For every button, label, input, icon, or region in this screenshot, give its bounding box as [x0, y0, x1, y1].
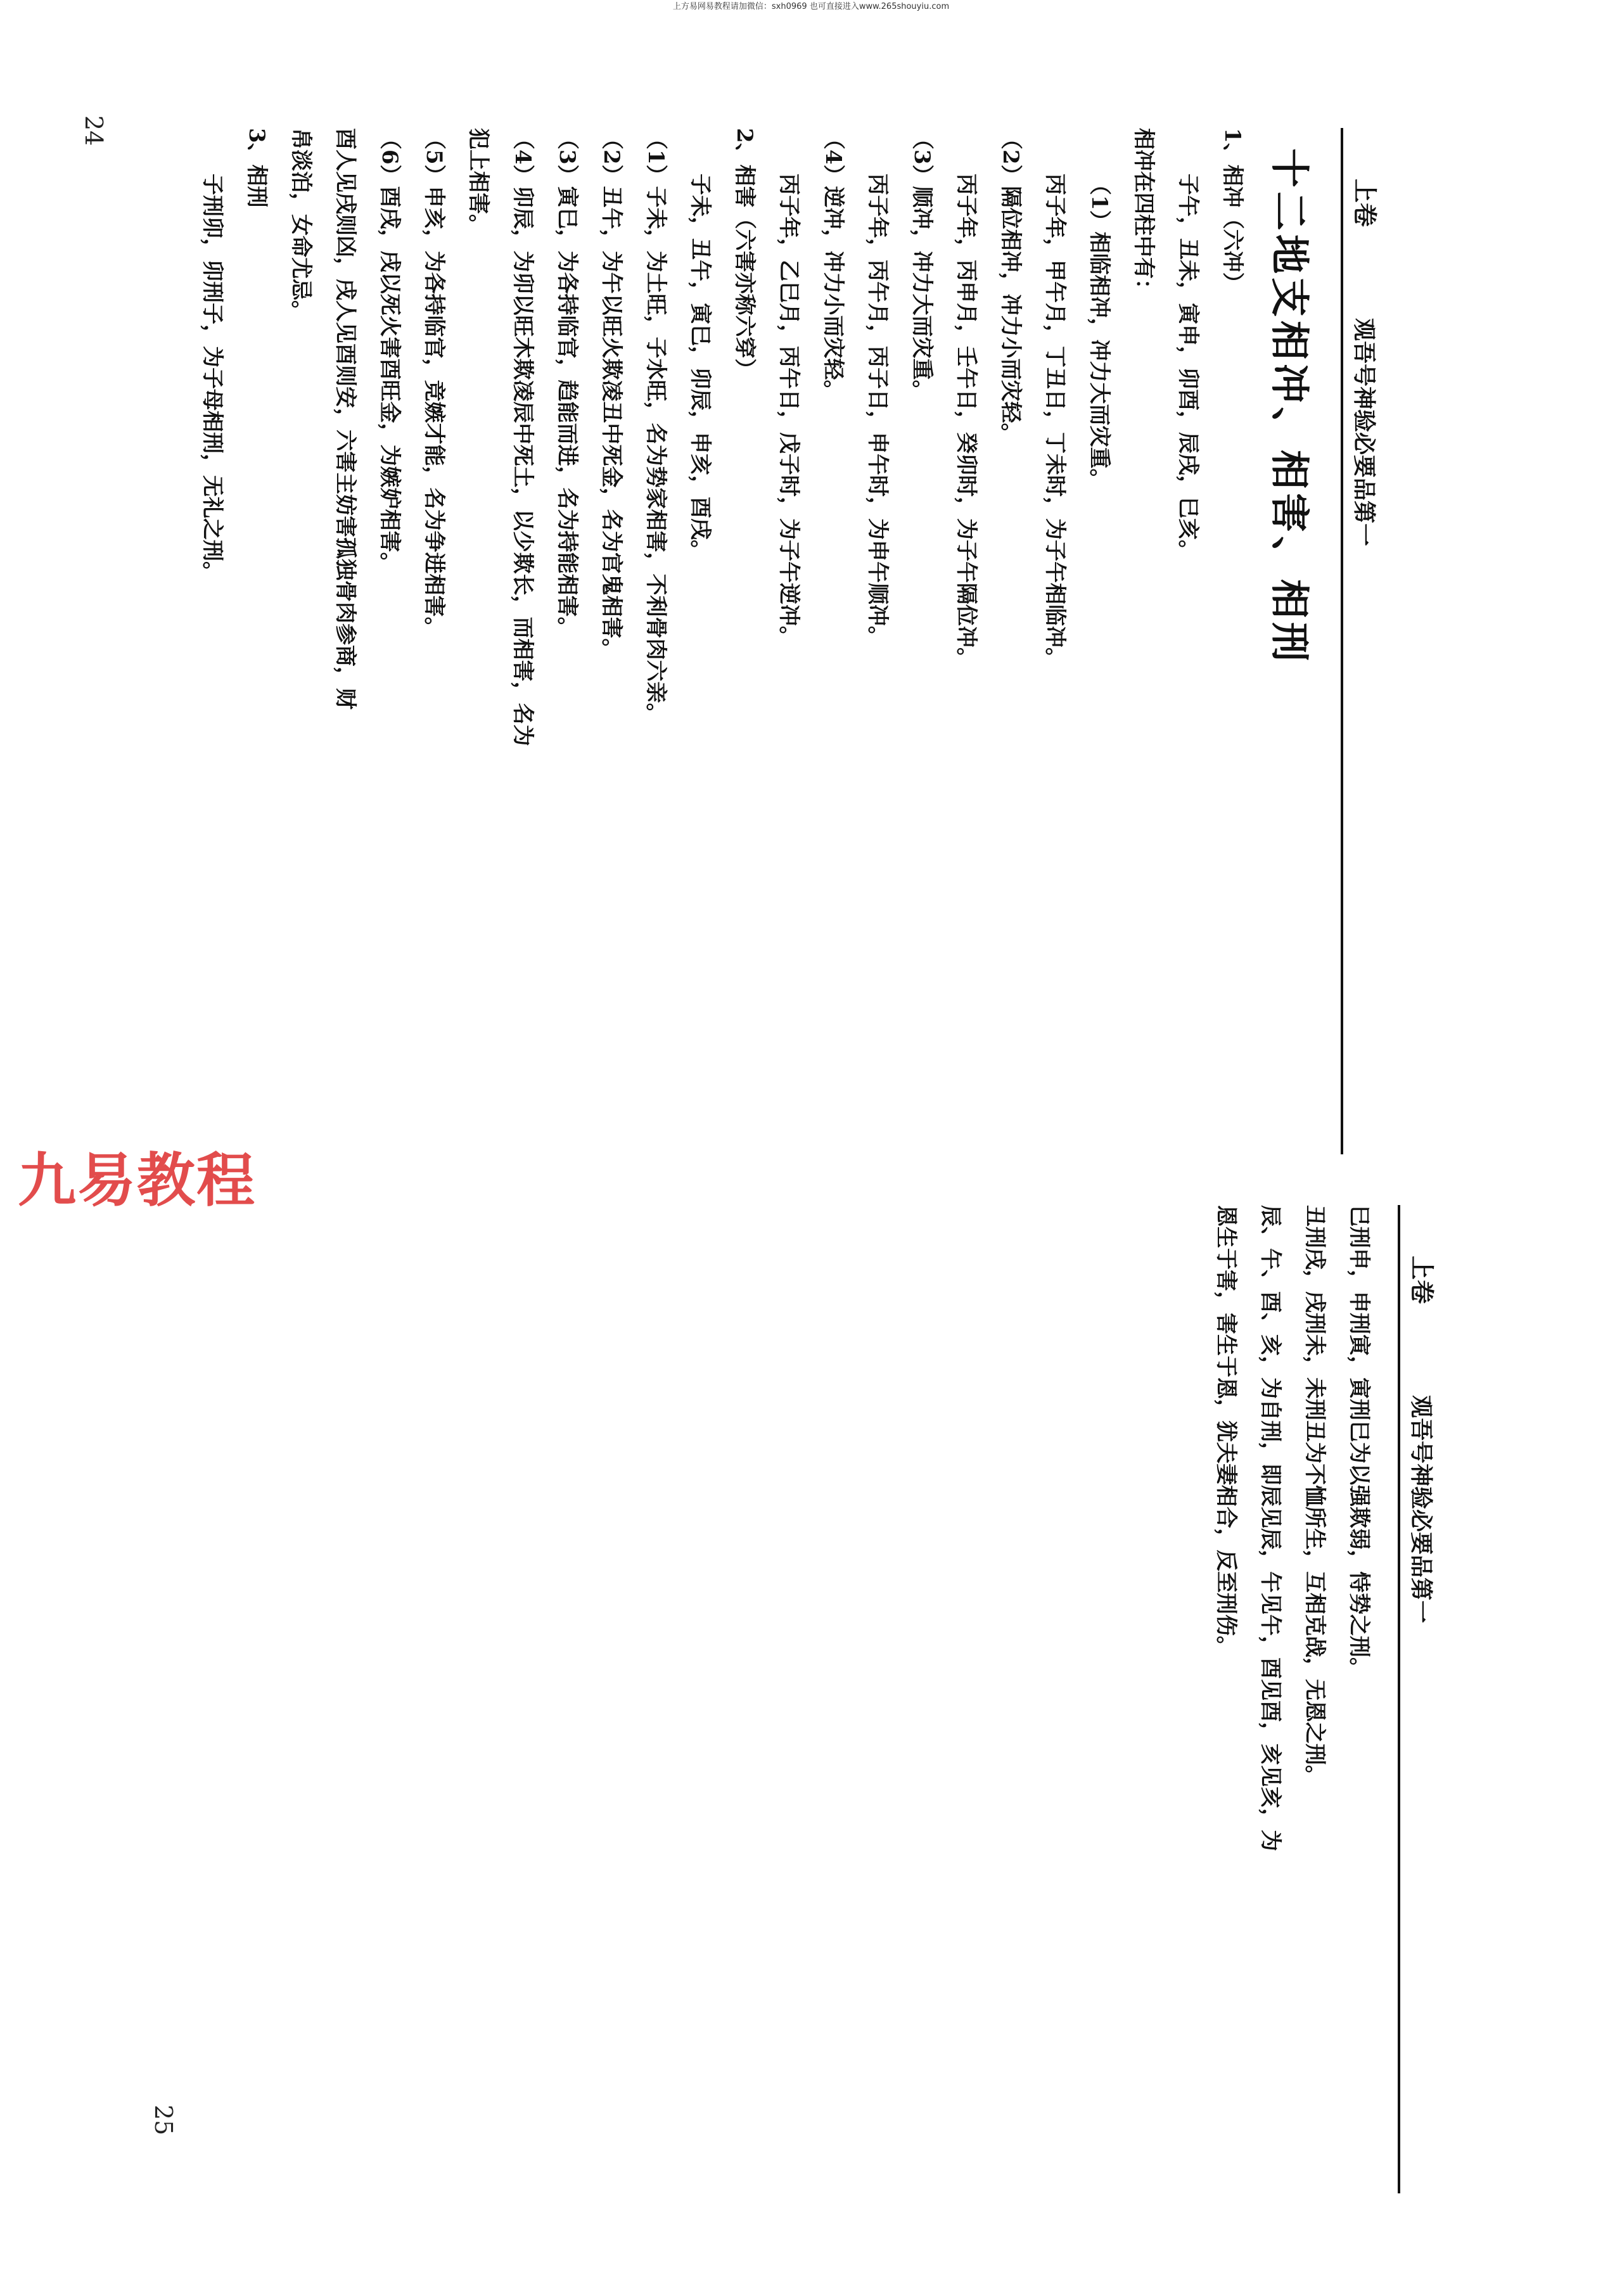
text-line: 犯上相害。	[466, 128, 491, 236]
text-line: 巳刑申，申刑寅，寅刑巳为以强欺弱，恃势之刑。	[1346, 1205, 1372, 1679]
header-section: 上卷	[1351, 179, 1379, 227]
text-line: 相冲在四柱中有：	[1131, 128, 1156, 300]
header-title: 观吾号神验必要品第一	[1408, 1395, 1434, 1624]
text-line: （1）相临相冲，冲力大而灾重。	[1087, 174, 1112, 490]
text-line: 1、相冲（六冲）	[1220, 128, 1245, 294]
text-line: 2、相害（六害亦称六穿）	[732, 128, 757, 380]
text-line: 丙子年，丙午月，丙子日，申午时，为申午顺冲。	[865, 174, 890, 647]
text-line: 3、相刑	[244, 128, 269, 208]
text-line: 子未，丑午，寅巳，卯辰，申亥，酉戌。	[687, 174, 713, 561]
page-body	[1204, 1205, 1381, 2193]
text-line: （5）申亥，为各持临官，竞嫉才能，名为争进相害。	[421, 128, 447, 639]
page-body	[190, 128, 1324, 1154]
text-line: 酉人见戌则凶，戌人见酉则安，六害主妨害孤独骨肉参商，财	[333, 128, 358, 710]
header-section: 上卷	[1408, 1256, 1436, 1304]
text-line: 恩生于害，害生于恩，犹夫妻相合，反至刑伤。	[1213, 1205, 1239, 1657]
page-left	[13, 115, 1394, 1154]
text-line: 丙子年，丙申月，壬午日，癸卯时，为子午隔位冲。	[954, 174, 979, 669]
text-line: 子午，丑未，寅申，卯酉，辰戌，巳亥。	[1175, 174, 1201, 561]
text-line: （6）酉戌，戌以死火害酉旺金，为嫉妒相害。	[377, 128, 402, 574]
top-banner: 上方易网易教程请加微信：sxh0969 也可直接进入www.265shouyiu.com	[672, 2, 950, 11]
page-right	[70, 1205, 1451, 2193]
text-line: 丙子年，乙巳月，丙午日，戊子时，为子午逆冲。	[776, 174, 801, 647]
text-line: 丙子年，甲午月，丁丑日，丁未时，为子午相临冲。	[1042, 174, 1068, 669]
page-header	[1341, 128, 1394, 1154]
text-line: （4）卯辰，为卯以旺木欺凌辰中死土，以少欺长，而相害，名为	[510, 128, 535, 746]
text-line: （2）丑午，为午以旺火欺凌丑中死金，名为官鬼相害。	[599, 128, 624, 660]
text-line: （3）顺冲，冲力大而灾重。	[909, 128, 935, 402]
text-line: 帛淡泊，女命尤忌。	[288, 128, 314, 322]
text-line: （2）隔位相冲，冲力小而灾轻。	[998, 128, 1023, 445]
page-number: 24	[80, 115, 108, 146]
text-line: （1）子未，为土旺，子水旺，名为势家相害，不利骨肉六亲。	[643, 128, 668, 725]
watermark-logo: 九易教程	[18, 1147, 257, 1215]
page-number: 25	[150, 2105, 177, 2136]
section-title: 十二地支相冲、相害、相刑	[1267, 148, 1313, 666]
text-line: 丑刑戌，戌刑未，未刑丑为不恤所生，互相克战，无恩之刑。	[1302, 1205, 1327, 1787]
text-line: （4）逆冲，冲力小而灾轻。	[821, 128, 846, 402]
text-line: 辰、午、酉、亥，为自刑，即辰见辰，午见午，酉见酉，亥见亥，为	[1258, 1205, 1283, 1851]
header-title: 观吾号神验必要品第一	[1351, 318, 1377, 547]
text-line: 子刑卯，卯刑子，为子母相刑，无礼之刑。	[200, 174, 225, 583]
text-line: （3）寅巳，为各持临官，趋能而进，名为持能相害。	[554, 128, 580, 639]
page-header	[1398, 1205, 1451, 2193]
